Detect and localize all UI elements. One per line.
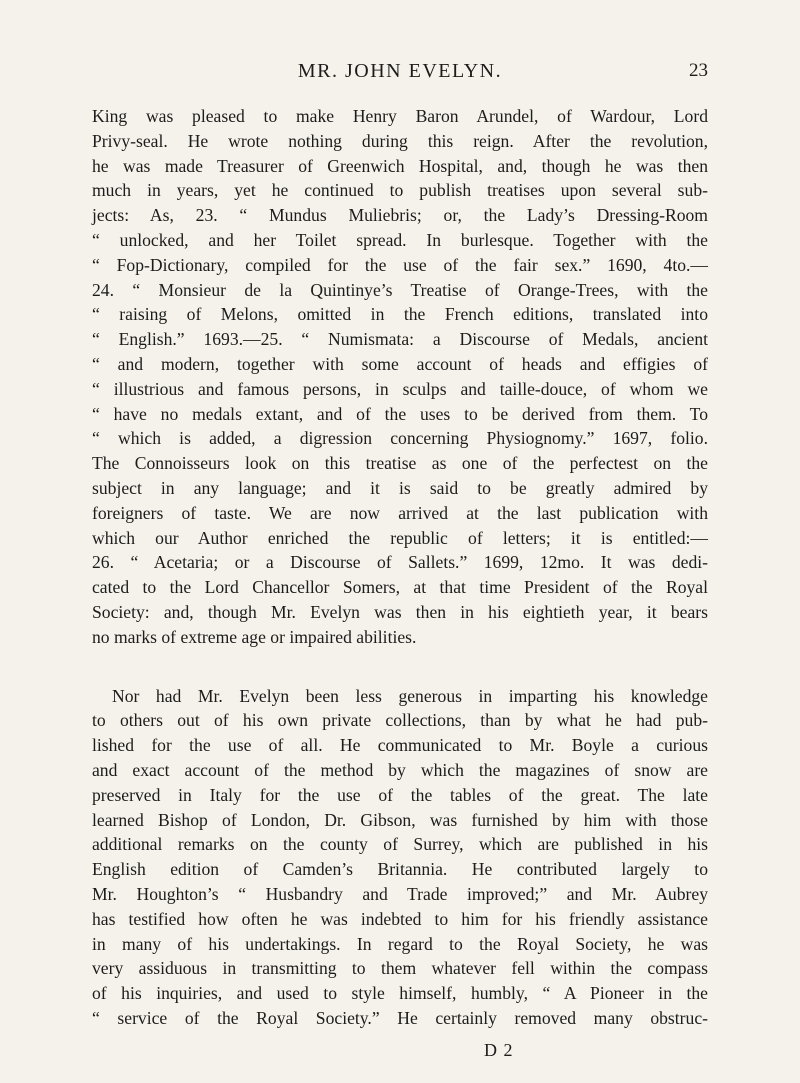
text-line: Society: and, though Mr. Evelyn was then in his eightieth year, it bears — [92, 601, 708, 622]
body-text — [92, 104, 708, 1031]
text-line: The Connoisseurs look on this treatise as one of the perfectest on the — [92, 453, 708, 474]
text-line: foreigners of taste. We are now arrived at the last publication with — [92, 502, 708, 523]
text-line: English edition of Camden’s Britannia. He contributed largely to — [92, 859, 708, 880]
text-line: 24. “ Monsieur de la Quintinye’s Treatise of Orange-Trees, with the — [92, 279, 708, 300]
text-line: of his inquiries, and used to style himself, humbly, “ A Pioneer in the — [92, 983, 708, 1004]
paragraph-gap — [92, 650, 708, 684]
text-line: Nor had Mr. Evelyn been less generous in imparting his knowledge — [112, 685, 708, 706]
text-line: jects: As, 23. “ Mundus Muliebris; or, the Lady’s Dressing-Room — [92, 205, 708, 226]
paragraph — [92, 104, 708, 650]
text-line: learned Bishop of London, Dr. Gibson, was furnished by him with those — [92, 809, 708, 830]
text-line: “ service of the Royal Society.” He certainly removed many obstruc- — [92, 1007, 708, 1028]
text-line: “ unlocked, and her Toilet spread. In burlesque. Together with the — [92, 229, 708, 250]
text-line: no marks of extreme age or impaired abilities. — [92, 626, 417, 647]
text-line: he was made Treasurer of Greenwich Hospital, and, though he was then — [92, 155, 708, 176]
text-line: has testified how often he was indebted to him for his friendly assistance — [92, 908, 708, 929]
text-line: “ illustrious and famous persons, in sculps and taille-douce, of whom we — [92, 378, 708, 399]
signature-mark: D 2 — [484, 1040, 514, 1060]
text-line: and exact account of the method by which the magazines of snow are — [92, 759, 708, 780]
text-line: to others out of his own private collections, than by what he had pub- — [92, 710, 708, 731]
text-line: 26. “ Acetaria; or a Discourse of Sallets.” 1699, 12mo. It was dedi- — [92, 552, 708, 573]
text-line: “ which is added, a digression concerning Physiognomy.” 1697, folio. — [92, 428, 708, 449]
page-header — [92, 60, 708, 90]
text-line: very assiduous in transmitting to them whatever fell within the compass — [92, 958, 708, 979]
text-line: in many of his undertakings. In regard to the Royal Society, he was — [92, 933, 708, 954]
page-number: 23 — [689, 60, 708, 81]
text-line: preserved in Italy for the use of the tables of the great. The late — [92, 784, 708, 805]
text-line: much in years, yet he continued to publish treatises upon several sub- — [92, 180, 708, 201]
text-line: lished for the use of all. He communicated to Mr. Boyle a curious — [92, 735, 708, 756]
text-line: which our Author enriched the republic of letters; it is entitled:— — [92, 527, 708, 548]
text-line: “ and modern, together with some account of heads and effigies of — [92, 353, 708, 374]
text-line: King was pleased to make Henry Baron Arundel, of Wardour, Lord — [92, 106, 708, 126]
running-head: MR. JOHN EVELYN. — [297, 60, 503, 82]
text-line: “ Fop-Dictionary, compiled for the use of the fair sex.” 1690, 4to.— — [92, 254, 708, 275]
text-line: “ have no medals extant, and of the uses to be derived from them. To — [92, 403, 708, 424]
paragraph — [92, 684, 708, 1031]
text-line: additional remarks on the county of Surrey, which are published in his — [92, 834, 708, 855]
text-line: “ English.” 1693.—25. “ Numismata: a Discourse of Medals, ancient — [92, 329, 708, 350]
text-line: Privy-seal. He wrote nothing during this reign. After the revolution, — [92, 130, 708, 151]
text-line: subject in any language; and it is said to be greatly admired by — [92, 477, 708, 498]
text-line: cated to the Lord Chancellor Somers, at that time President of the Royal — [92, 577, 708, 598]
text-line: Mr. Houghton’s “ Husbandry and Trade improved;” and Mr. Aubrey — [92, 883, 708, 904]
text-line: “ raising of Melons, omitted in the French editions, translated into — [92, 304, 708, 325]
